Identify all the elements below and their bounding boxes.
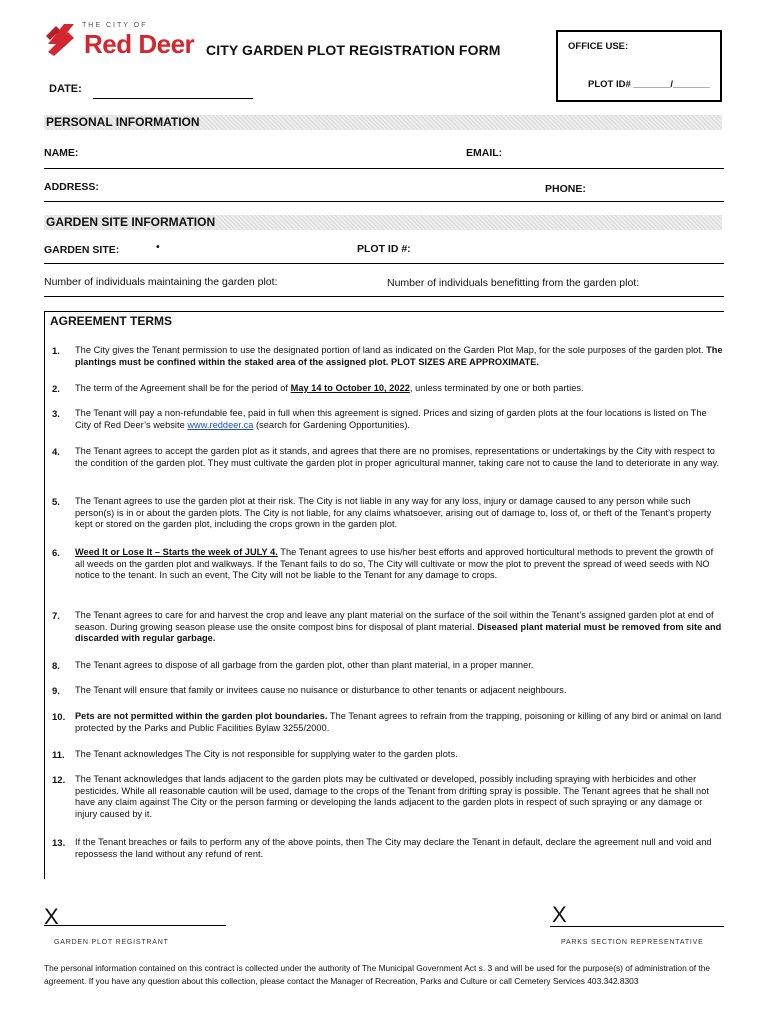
term-number: 1. (52, 346, 60, 357)
benefitting-count-label: Number of individuals benefitting from the garden plot: (387, 277, 640, 289)
registrant-signature-label: GARDEN PLOT REGISTRANT (54, 939, 169, 946)
term-number: 12. (52, 775, 66, 786)
phone-label: PHONE: (545, 183, 586, 195)
personal-info-heading: PERSONAL INFORMATION (44, 115, 722, 130)
term-text: Pets are not permitted within the garden plot boundaries. The Tenant agrees to refrain from the trapping, poisoning or killing of any bird or animal on land protected by the Parks and Public Facilities Bylaw 3255/2000. (75, 711, 722, 733)
form-title: CITY GARDEN PLOT REGISTRATION FORM (206, 42, 501, 58)
term-text: Weed It or Lose It – Starts the week of JULY 4. The Tenant agrees to use his/her best efforts and approved horticultural methods to prevent the growth of all weeds on the garden plot and walkways. If the Tenant fails to do so, The City will cultivate or mow the plot to prevent the spread of weed seeds with NO notice to the tenant. In such an event, The City will not be liable to the Tenant for any damage to crops. (75, 547, 714, 581)
term-number: 3. (52, 409, 60, 420)
office-plot-id: PLOT ID# _______/_______ (587, 79, 710, 90)
office-use-box (556, 30, 722, 102)
term-text: The term of the Agreement shall be for the period of May 14 to October 10, 2022, unless terminated by one or both parties. (75, 383, 584, 393)
term-text: The City gives the Tenant permission to use the designated portion of land as indicated on the Garden Plot Map, for the sole purposes of the garden plot. The plantings must be confined within the staked area of the assigned plot. PLOT SIZES ARE APPROXIMATE. (75, 345, 723, 367)
representative-signature-x: X (552, 902, 567, 927)
term-text: The Tenant agrees to accept the garden plot as it stands, and agrees that there are no promises, representations or undertakings by the City with respect to the condition of the garden plot. They must cultivate the garden plot in proper agricultural manner, taking care not to cause the land to deteriorate in any way. (75, 446, 720, 468)
reddeer-website-link[interactable]: www.reddeer.ca (187, 419, 254, 430)
term-number: 10. (52, 712, 66, 723)
term-text: The Tenant agrees to use the garden plot at their risk. The City is not liable in any way for any loss, injury or damage caused to any person while such person(s) is in or about the garden plots. The City is not liable, for any claims whatsoever, arising out of damage to, loss of, or theft of the Tenant’s property kept or stored on the garden plot, including the crops grown in the garden plot. (75, 496, 712, 530)
term-number: 9. (52, 686, 60, 697)
term-number: 4. (52, 447, 60, 458)
maintaining-count-label: Number of individuals maintaining the garden plot: (44, 276, 278, 288)
agreement-heading: AGREEMENT TERMS (50, 314, 173, 328)
term-number: 8. (52, 661, 60, 672)
name-label: NAME: (44, 147, 79, 159)
representative-signature-line[interactable] (550, 926, 724, 927)
term-number: 6. (52, 548, 60, 559)
registrant-signature-x: X (44, 904, 59, 929)
red-deer-logo-icon (44, 18, 78, 58)
email-label: EMAIL: (466, 147, 503, 159)
garden-site-bullet: • (156, 241, 160, 253)
term-number: 13. (52, 838, 66, 849)
term-number: 5. (52, 497, 60, 508)
term-text: If the Tenant breaches or fails to perform any of the above points, then The City may declare the Tenant in default, declare the agreement null and void and repossess the land without any refund of rent. (75, 837, 712, 859)
term-text: The Tenant acknowledges The City is not responsible for supplying water to the garden plots. (75, 749, 458, 759)
logo-red-deer: Red Deer (84, 29, 195, 59)
date-field[interactable] (93, 98, 253, 99)
logo-city-of: THE CITY OF (82, 22, 148, 29)
term-number: 2. (52, 384, 60, 395)
garden-site-field[interactable] (44, 263, 724, 264)
garden-site-heading: GARDEN SITE INFORMATION (44, 215, 722, 230)
garden-site-label: GARDEN SITE: (44, 244, 120, 256)
term-text: The Tenant will ensure that family or invitees cause no nuisance or disturbance to other tenants or adjacent neighbours. (75, 685, 567, 695)
representative-signature-label: PARKS SECTION REPRESENTATIVE (561, 939, 704, 946)
plot-id-label: PLOT ID #: (357, 243, 411, 255)
term-text: The Tenant agrees to dispose of all garbage from the garden plot, other than plant material, in a proper manner. (75, 660, 534, 670)
name-email-field[interactable] (44, 168, 724, 169)
address-label: ADDRESS: (44, 181, 99, 193)
privacy-notice: The personal information contained on this contract is collected under the authority of The Municipal Government Act s. 3 and will be used for the purpose(s) of administration of the agreement. If you have any question about this collection, please contact the Manager of Recreation, Parks and Culture or call Cemetery Services 403.342.8303 (44, 963, 711, 986)
address-phone-field[interactable] (44, 201, 724, 202)
counts-field[interactable] (44, 296, 724, 297)
term-number: 11. (52, 750, 65, 761)
registrant-signature-line[interactable] (44, 925, 226, 926)
term-number: 7. (52, 611, 60, 622)
term-text: The Tenant will pay a non-refundable fee, paid in full when this agreement is signed. Prices and sizing of garden plots at the four locations is listed on The City of Red Deer’s website www.reddeer.ca (search for Gardening Opportunities). (75, 408, 707, 430)
date-label: DATE: (49, 83, 82, 95)
term-text: The Tenant acknowledges that lands adjacent to the garden plots may be cultivated or developed, possibly including spraying with herbicides and other pesticides. While all reasonable caution will be used, damage to the crops of the Tenant from drifting spray is possible. The Tenant agrees that he shall not have any claim against The City or the person farming or developing the lands adjacent to the garden plots in respect of such spraying or any damage or injury caused by it. (75, 774, 709, 819)
term-text: The Tenant agrees to care for and harvest the crop and leave any plant material on the surface of the soil within the Tenant’s assigned garden plot at end of season. During growing season please use the onsite compost bins for disposal of plant material. Diseased plant material must be removed from site and discarded with regular garbage. (75, 610, 722, 644)
office-use-label: OFFICE USE: (568, 41, 629, 52)
